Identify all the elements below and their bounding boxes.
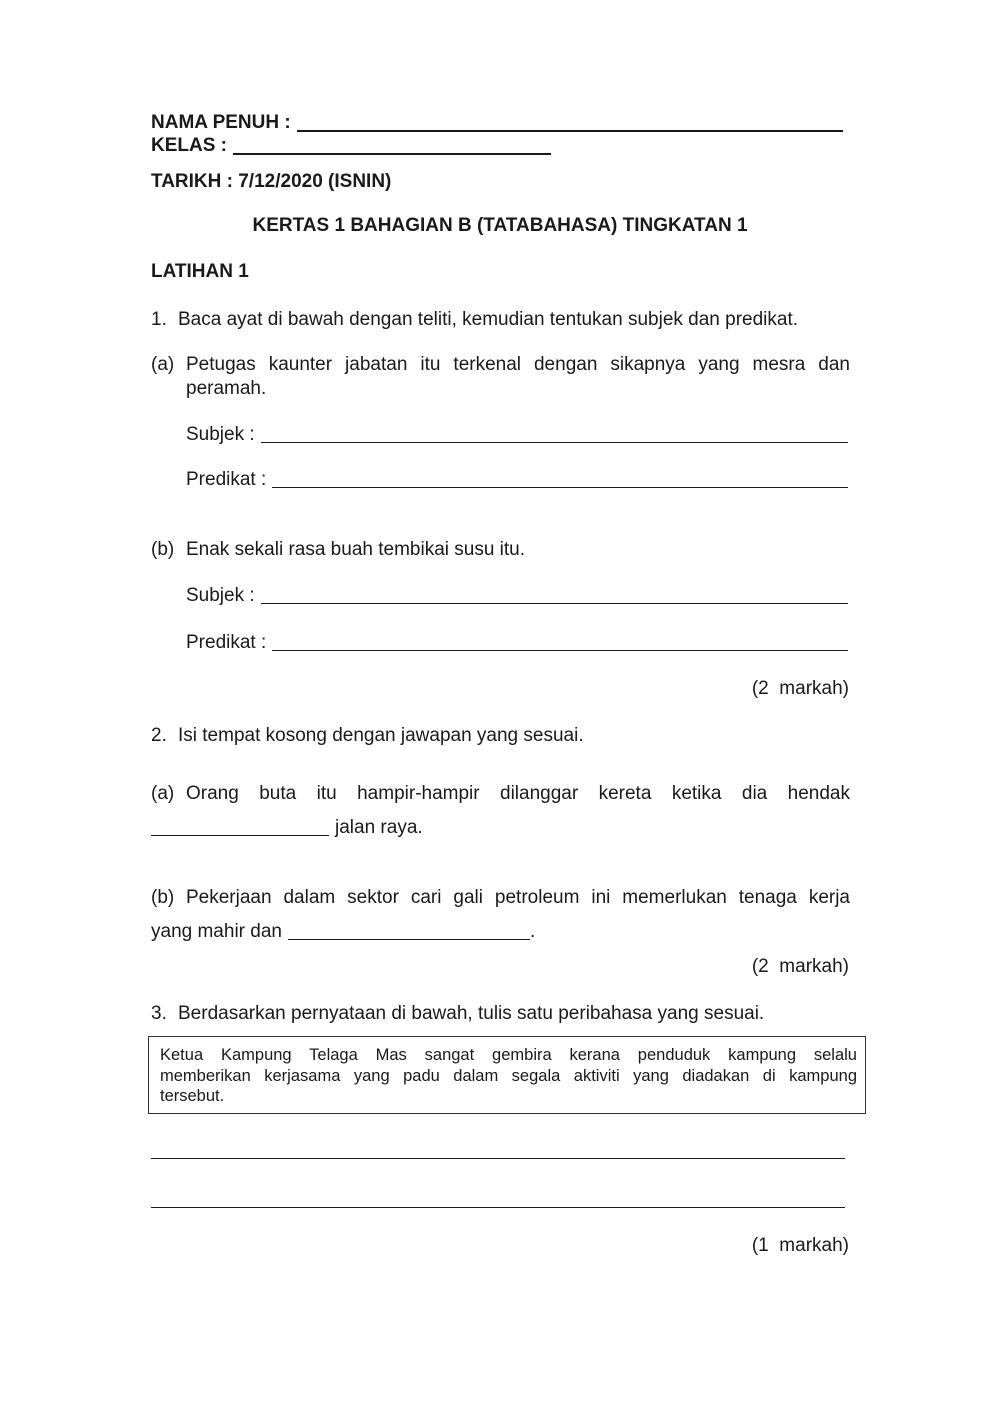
q1-instruction: Baca ayat di bawah dengan teliti, kemudian tentukan subjek dan predikat. (178, 309, 799, 330)
q1a-text-line2: peramah. (186, 378, 267, 399)
q2-instruction: Isi tempat kosong dengan jawapan yang sesuai. (178, 725, 584, 746)
q2-number: 2. (151, 725, 167, 746)
q1b-label: (b) (151, 539, 175, 560)
q1b-subject-label: Subjek : (186, 585, 255, 606)
q2b-blank-row (151, 921, 535, 943)
q1a-predicate-input[interactable] (272, 487, 848, 488)
q1b-predicate-row (186, 632, 848, 654)
q2b-text-line1: Pekerjaan dalam sektor cari gali petroleum ini memerlukan tenaga kerja (186, 887, 850, 908)
q3-statement-box (148, 1036, 866, 1114)
q2b-text-before-blank: yang mahir dan (151, 921, 282, 942)
q1-number: 1. (151, 309, 167, 330)
q3-statement-line2: memberikan kerjasama yang padu dalam segala aktiviti yang diadakan di kampung (160, 1066, 857, 1085)
q2b-text-after-blank: . (529, 921, 536, 942)
q3-answer-line-2[interactable] (151, 1207, 845, 1208)
q1b-predicate-input[interactable] (272, 650, 848, 651)
class-input[interactable] (233, 153, 551, 155)
q1b-text: Enak sekali rasa buah tembikai susu itu. (186, 539, 526, 560)
q3-statement-line1: Ketua Kampung Telaga Mas sangat gembira kerana penduduk kampung selalu (160, 1046, 857, 1064)
q1a-subject-label: Subjek : (186, 424, 255, 445)
exercise-title: LATIHAN 1 (151, 261, 249, 282)
q3-marks: (1 markah) (751, 1235, 849, 1256)
full-name-label: NAMA PENUH : (151, 112, 291, 133)
paper-title: KERTAS 1 BAHAGIAN B (TATABAHASA) TINGKATAN 1 (252, 215, 748, 236)
q1b-subject-row (186, 585, 848, 607)
full-name-input[interactable] (297, 130, 843, 132)
q1a-subject-row (186, 424, 848, 446)
class-row (151, 135, 551, 157)
q3-answer-line-1[interactable] (151, 1158, 845, 1159)
full-name-row (151, 112, 843, 134)
q2a-blank-input[interactable] (151, 835, 329, 836)
q1a-label: (a) (151, 354, 175, 375)
q3-instruction: Berdasarkan pernyataan di bawah, tulis satu peribahasa yang sesuai. (178, 1003, 765, 1024)
q2a-text-after-blank: jalan raya. (335, 817, 423, 838)
q1-marks: (2 markah) (751, 678, 849, 699)
q1a-subject-input[interactable] (261, 442, 848, 443)
q2b-blank-input[interactable] (288, 939, 530, 940)
q3-statement-line3: tersebut. (160, 1087, 225, 1105)
date-line: TARIKH : 7/12/2020 (ISNIN) (151, 171, 392, 192)
q1a-text-line1: Petugas kaunter jabatan itu terkenal dengan sikapnya yang mesra dan (186, 354, 850, 375)
q2-marks: (2 markah) (751, 956, 849, 977)
q1b-predicate-label: Predikat : (186, 632, 267, 653)
class-label: KELAS : (151, 135, 227, 156)
q2b-label: (b) (151, 887, 175, 908)
q1a-predicate-label: Predikat : (186, 469, 267, 490)
q1a-predicate-row (186, 469, 848, 491)
q2a-text-line1: Orang buta itu hampir-hampir dilanggar kereta ketika dia hendak (186, 783, 850, 804)
q1b-subject-input[interactable] (261, 603, 848, 604)
q2a-label: (a) (151, 783, 175, 804)
q2a-blank-row (151, 817, 423, 839)
q3-number: 3. (151, 1003, 167, 1024)
